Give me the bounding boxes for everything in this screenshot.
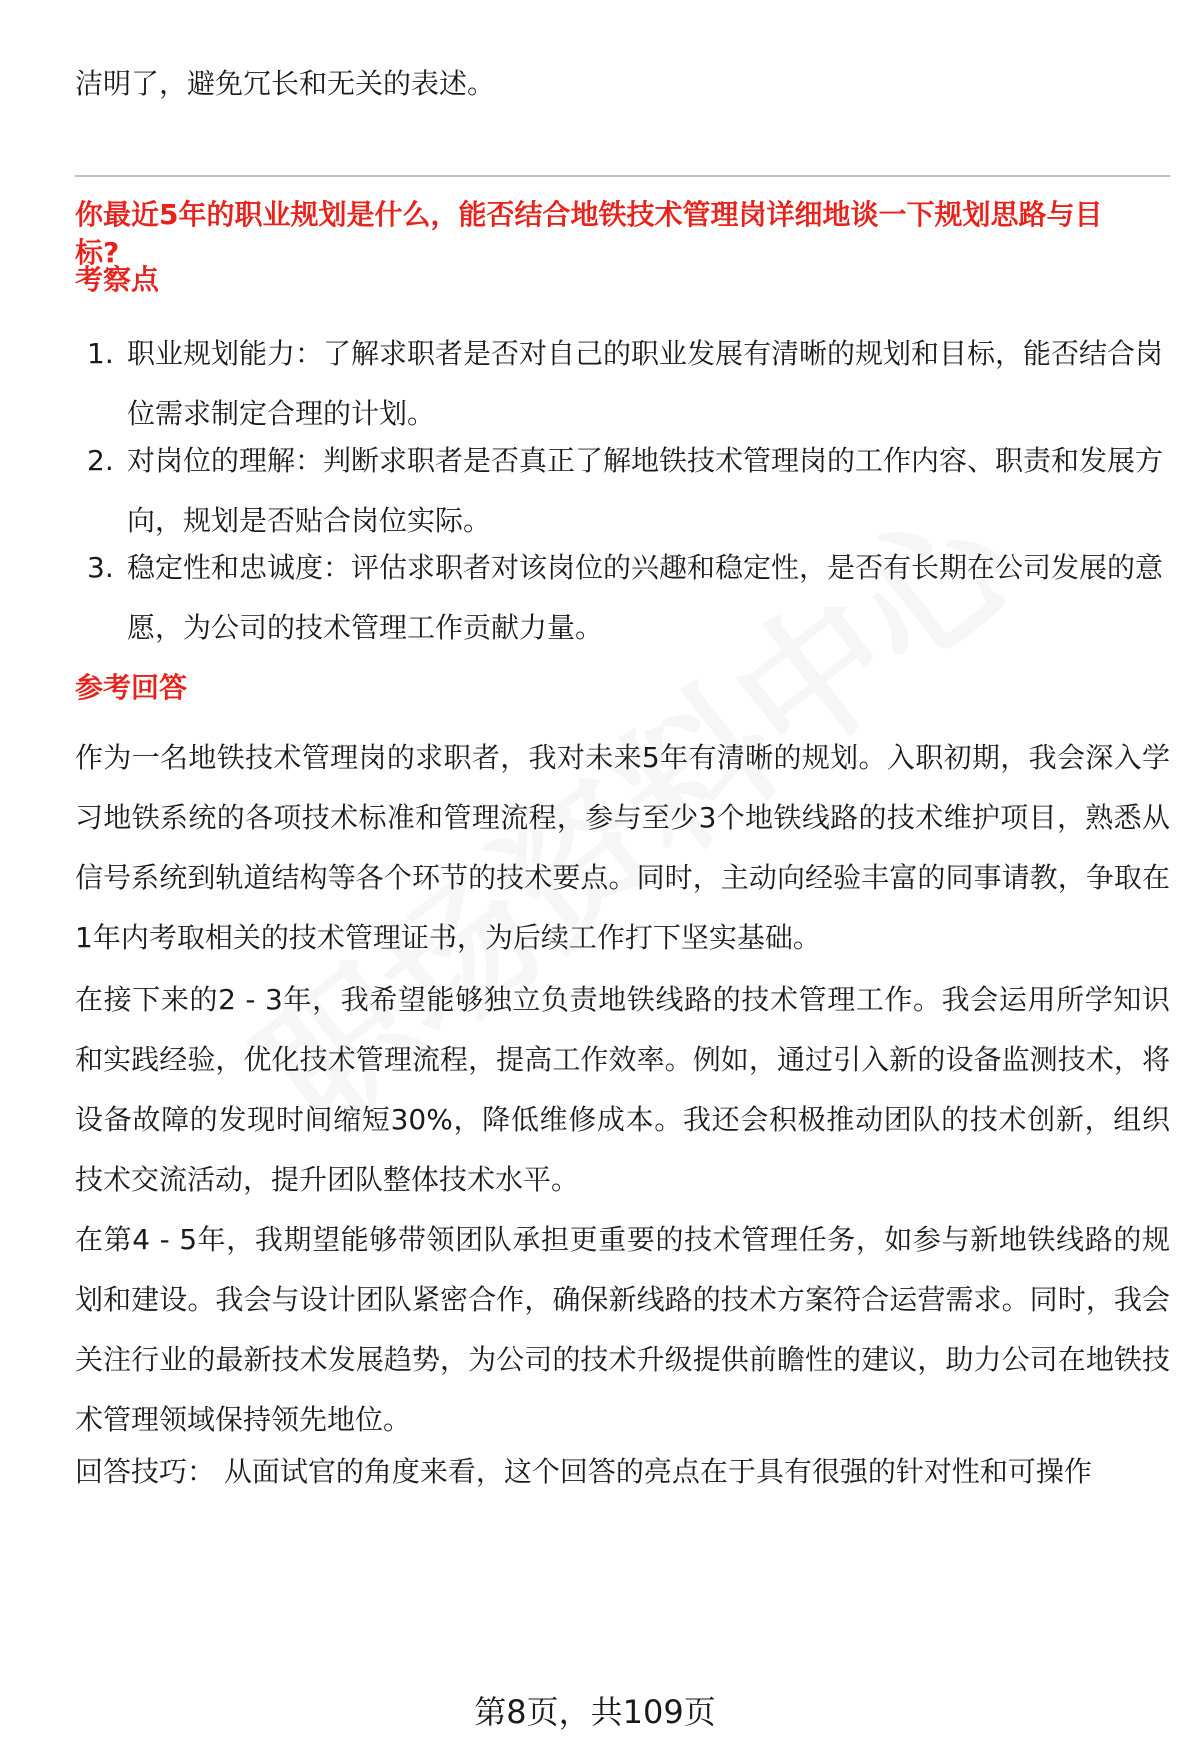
tips-line: 回答技巧： 从面试官的角度来看，这个回答的亮点在于具有很强的针对性和可操作 <box>75 1455 1092 1488</box>
focus-item-number: 1. <box>87 337 114 370</box>
intro-tail-text: 洁明了，避免冗长和无关的表述。 <box>75 67 496 100</box>
answer-paragraph-2: 在接下来的2 - 3年，我希望能够独立负责地铁线路的技术管理工作。我会运用所学知识和实践经验，优化技术管理流程，提高工作效率。例如，通过引入新的设备监测技术，将设备故障的发现时间缩短30%，降低维修成本。我还会积极推动团队的技术创新，组织技术交流活动，提升团队整体技术水平。 <box>75 983 1170 1196</box>
section-divider <box>75 175 1170 177</box>
focus-item-number: 2. <box>87 444 114 477</box>
focus-item-text: 对岗位的理解：判断求职者是否真正了解地铁技术管理岗的工作内容、职责和发展方向，规划是否贴合岗位实际。 <box>127 444 1164 537</box>
question-title: 你最近5年的职业规划是什么，能否结合地铁技术管理岗详细地谈一下规划思路与目标? <box>75 198 1103 269</box>
answer-paragraph-3: 在第4 - 5年，我期望能够带领团队承担更重要的技术管理任务，如参与新地铁线路的规划和建设。我会与设计团队紧密合作，确保新线路的技术方案符合运营需求。同时，我会关注行业的最新技术发展趋势，为公司的技术升级提供前瞻性的建议，助力公司在地铁技术管理领域保持领先地位。 <box>75 1223 1170 1436</box>
answer-heading: 参考回答 <box>75 671 188 704</box>
focus-item-text: 稳定性和忠诚度：评估求职者对该岗位的兴趣和稳定性，是否有长期在公司发展的意愿，为公司的技术管理工作贡献力量。 <box>127 551 1164 644</box>
focus-item-text: 职业规划能力：了解求职者是否对自己的职业发展有清晰的规划和目标，能否结合岗位需求制定合理的计划。 <box>127 337 1164 430</box>
focus-heading: 考察点 <box>75 263 160 296</box>
page-number-footer: 第8页，共109页 <box>474 1693 716 1731</box>
answer-paragraph-1: 作为一名地铁技术管理岗的求职者，我对未来5年有清晰的规划。入职初期，我会深入学习地铁系统的各项技术标准和管理流程，参与至少3个地铁线路的技术维护项目，熟悉从信号系统到轨道结构等各个环节的技术要点。同时，主动向经验丰富的同事请教，争取在1年内考取相关的技术管理证书，为后续工作打下坚实基础。 <box>75 741 1170 954</box>
focus-item-number: 3. <box>87 551 114 584</box>
document-page <box>75 0 1170 1755</box>
